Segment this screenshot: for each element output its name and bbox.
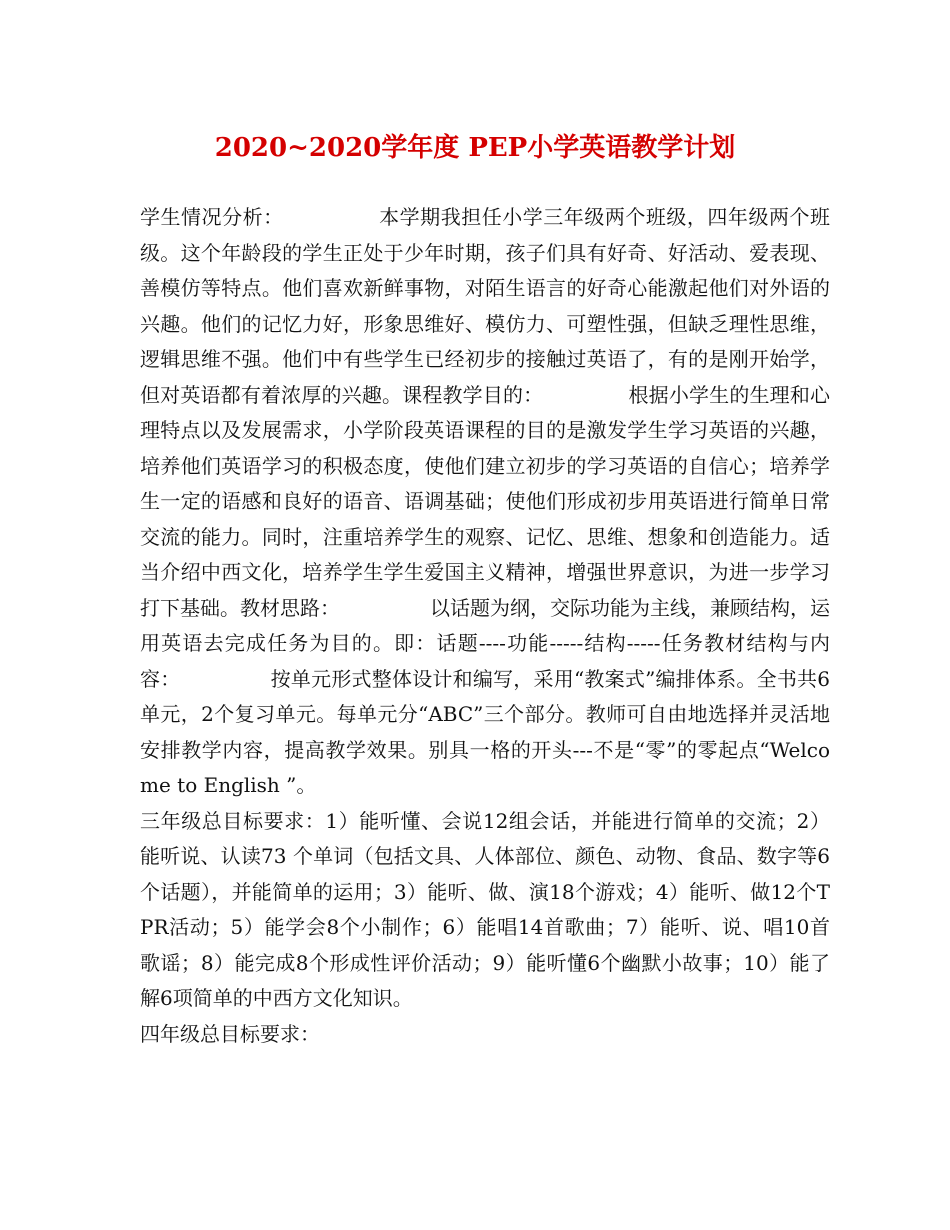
course-goal-heading: 课程教学目的： xyxy=(402,382,544,407)
document-title: 2020~2020学年度 PEP小学英语教学计划 xyxy=(214,133,736,163)
textbook-idea-heading: 教材思路： xyxy=(240,595,340,620)
paragraph-grade3-goals: 三年级总目标要求：1）能听懂、会说12组会话，并能进行简单的交流；2）能听说、认读73 个单词（包括文具、人体部位、颜色、动物、食品、数字等6个话题），并能简单的运用；3）能听、做、演18个游戏；4）能听、做12个TPR活动；5）能学会8个小制作；6）能唱14首歌曲；7）能听、说、唱10首歌谣；8）能完成8个形成性评价活动；9）能听懂6个幽默小故事；10）能了解6项简单的中西方文化知识。 xyxy=(140,808,830,1010)
textbook-idea-text: 以话题为纲，交际功能为主线，兼顾结构，运用英语去完成任务为目的。即：话题----功能-----结构-----任务 xyxy=(140,595,830,655)
paragraph-grade4-goals-heading: 四年级总目标要求： xyxy=(140,1021,320,1046)
textbook-structure-text: 按单元形式整体设计和编写，采用“教案式”编排体系。全书共6单元，2个复习单元。每单元分“ABC”三个部分。教师可自由地选择并灵活地安排教学内容，提高教学效果。别具一格的开头---不是“零”的零起点“Welcome to English ”。 xyxy=(140,666,830,797)
course-goal-text: 根据小学生的生理和心理特点以及发展需求，小学阶段英语课程的目的是激发学生学习英语的兴趣，培养他们英语学习的积极态度，使他们建立初步的学习英语的自信心；培养学生一定的语感和良好的语音、语调基础；使他们形成初步用英语进行简单日常交流的能力。同时，注重培养学生的观察、记忆、思维、想象和创造能力。适当介绍中西文化，培养学生学生爱国主义精神，增强世界意识，为进一步学习打下基础。 xyxy=(140,382,831,620)
paragraph-main xyxy=(140,200,830,804)
student-analysis-heading: 学生情况分析： xyxy=(140,205,284,229)
document-body xyxy=(140,200,830,1052)
student-analysis-text: 本学期我担任小学三年级两个班级，四年级两个班级。这个年龄段的学生正处于少年时期，孩子们具有好奇、好活动、爱表现、善模仿等特点。他们喜欢新鲜事物，对陌生语言的好奇心能激起他们对外语的兴趣。他们的记忆力好，形象思维好、模仿力、可塑性强，但缺乏理性思维，逻辑思维不强。他们中有些学生已经初步的接触过英语了，有的是刚开始学，但对英语都有着浓厚的兴趣。 xyxy=(140,205,831,407)
textbook-structure-heading: 教材结构与内容： xyxy=(140,631,831,691)
